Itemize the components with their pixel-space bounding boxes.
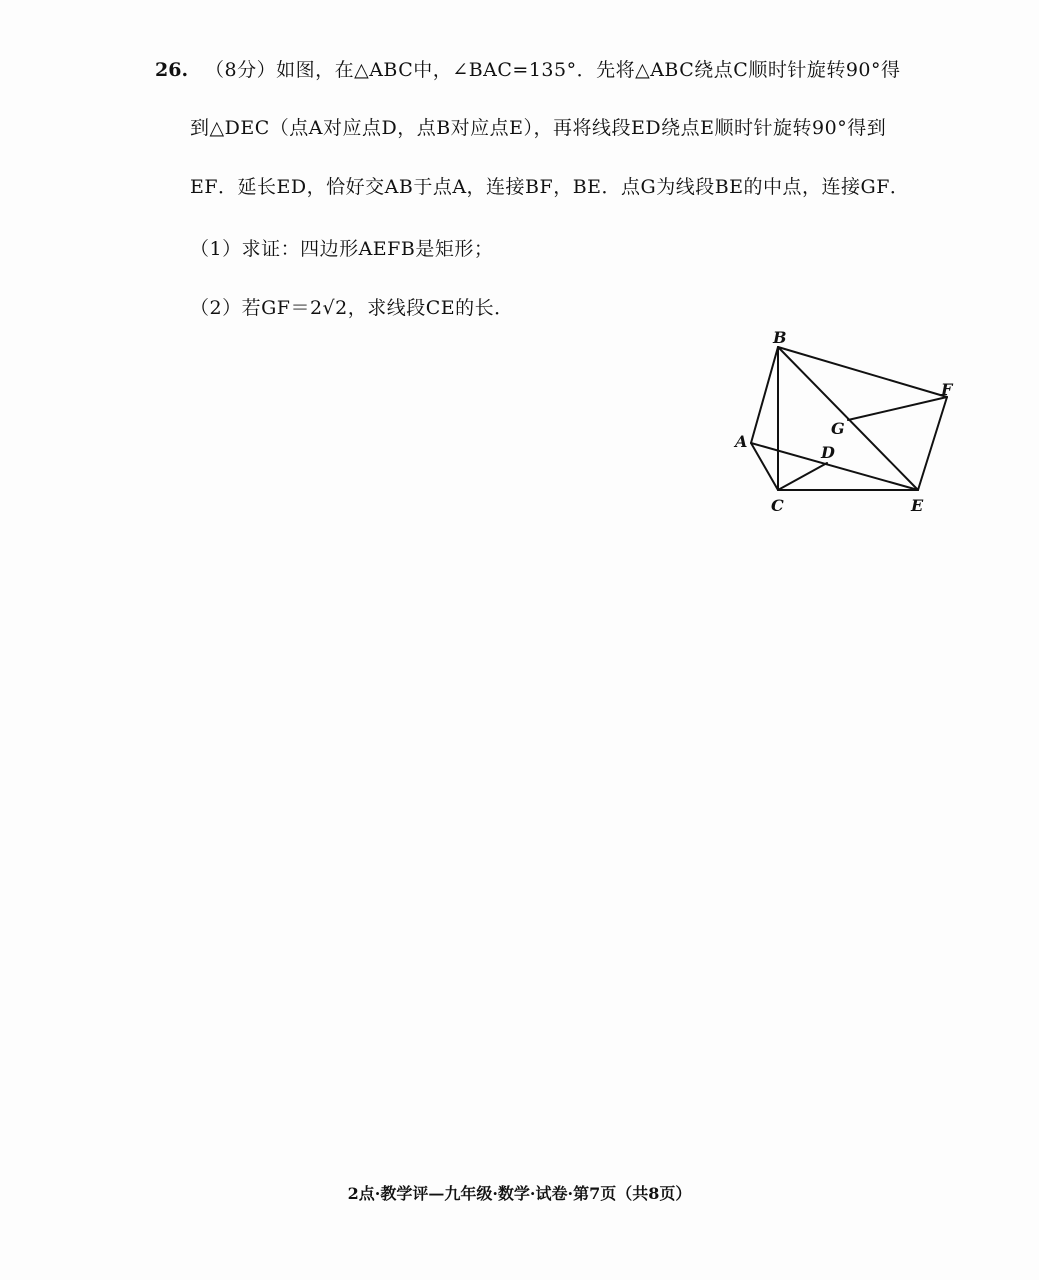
point-label-G: G bbox=[831, 419, 845, 438]
geometry-diagram bbox=[725, 325, 975, 525]
problem-line-2: 到△DEC（点A对应点D，点B对应点E），再将线段ED绕点E顺时针旋转90°得到 bbox=[190, 117, 887, 139]
point-label-C: C bbox=[771, 496, 784, 515]
page-footer: 2点·教学评—九年级·数学·试卷·第7页（共8页） bbox=[347, 1184, 692, 1203]
geometry-figure bbox=[725, 325, 975, 525]
segment-AB bbox=[751, 347, 778, 443]
problem-line-1: （8分）如图，在△ABC中，∠BAC=135°．先将△ABC绕点C顺时针旋转90°得 bbox=[205, 59, 901, 81]
point-label-D: D bbox=[821, 443, 835, 462]
point-label-B: B bbox=[773, 328, 787, 347]
question-number: 26. bbox=[155, 59, 189, 81]
problem-line-3: EF．延长ED，恰好交AB于点A，连接BF，BE．点G为线段BE的中点，连接GF． bbox=[190, 176, 910, 198]
point-label-A: A bbox=[735, 432, 748, 451]
segment-FE bbox=[918, 397, 947, 490]
sub-question-1: （1）求证：四边形AEFB是矩形； bbox=[190, 238, 494, 260]
segment-CD bbox=[778, 463, 827, 490]
point-label-E: E bbox=[911, 496, 924, 515]
segment-GF bbox=[848, 397, 947, 420]
point-label-F: F bbox=[941, 380, 953, 399]
sub-question-2: （2）若GF＝2√2，求线段CE的长． bbox=[190, 297, 514, 319]
